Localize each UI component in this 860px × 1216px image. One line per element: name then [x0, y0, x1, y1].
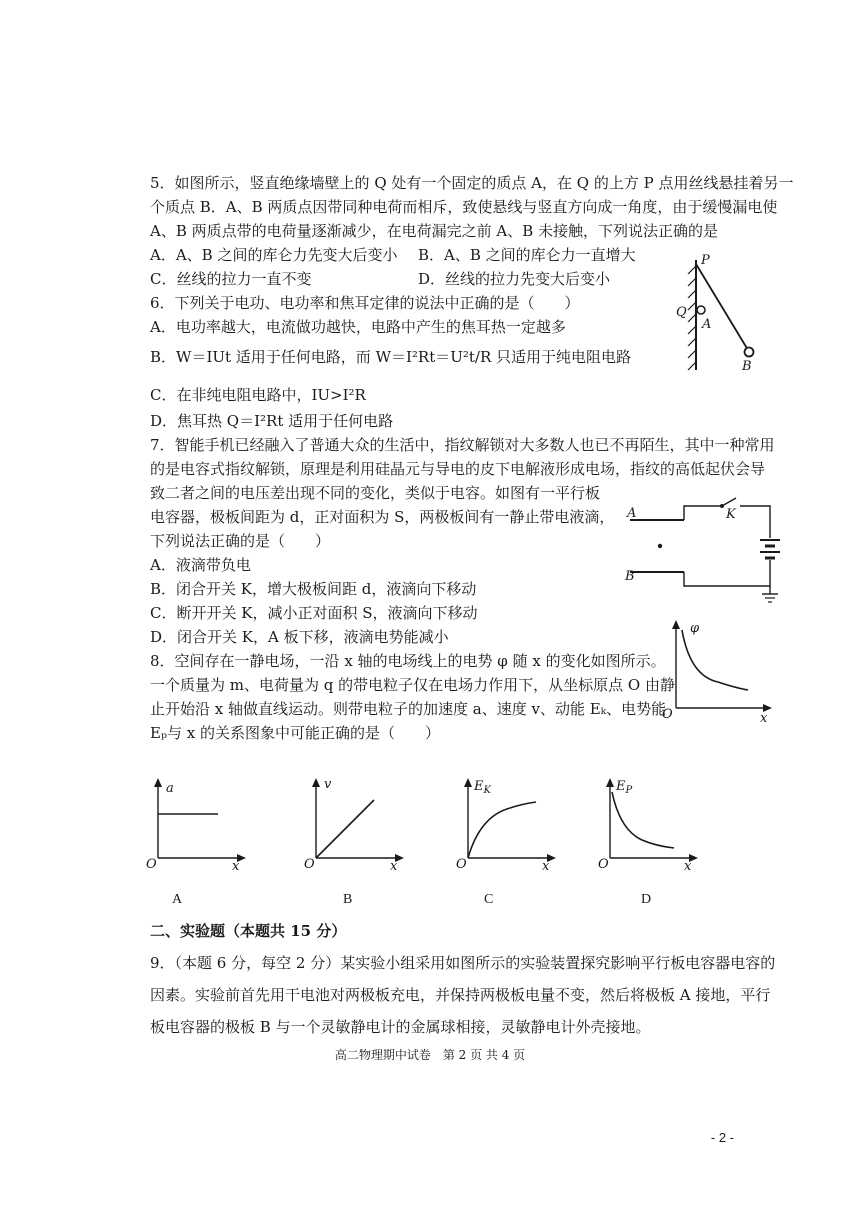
origin-o: O [146, 857, 157, 870]
q5-option-c: C．丝线的拉力一直不变 [150, 270, 312, 288]
q6-option-c: C．在非纯电阻电路中，IU>I²R [150, 386, 366, 404]
q7-stem-line-3: 致二者之间的电压差出现不同的变化，类似于电容。如图有一平行板 [150, 484, 601, 502]
capacitor-circuit-figure [622, 490, 782, 610]
graph-c [452, 770, 562, 870]
label-plate-a: A [627, 506, 637, 521]
axis-ep-sub: P [625, 785, 633, 796]
q5-stem-line-2: 个质点 B．A、B 两质点因带同种电荷而相斥，致使悬线与竖直方向成一角度，由于缓慢漏电使 [150, 198, 778, 216]
q7-stem-line-5: 下列说法正确的是（ ） [150, 532, 331, 550]
origin-o: O [662, 707, 673, 722]
q5-stem-line-1: 5．如图所示，竖直绝缘墙壁上的 Q 处有一个固定的质点 A，在 Q 的上方 P 点用丝线悬挂着另一 [150, 174, 794, 192]
wall-pendulum-figure [668, 252, 778, 382]
q8-stem-line-3: 止开始沿 x 轴做直线运动。则带电粒子的加速度 a、速度 v、动能 Eₖ、电势能 [150, 700, 667, 718]
origin-o: O [598, 857, 609, 870]
axis-phi: φ [690, 621, 700, 636]
axis-a: a [166, 781, 174, 796]
graph-b [300, 770, 410, 870]
q9-stem-line-1: 9．（本题 6 分，每空 2 分）某实验小组采用如图所示的实验装置探究影响平行板电容器电容的 [150, 954, 776, 972]
q6-option-b: B．W＝IUt 适用于任何电路，而 W＝I²Rt＝U²t/R 只适用于纯电阻电路 [150, 348, 632, 366]
graph-d [594, 770, 704, 870]
graph-a [142, 770, 252, 870]
origin-o: O [456, 857, 467, 870]
q7-stem-line-4: 电容器，极板间距为 d，正对面积为 S，两极板间有一静止带电液滴， [150, 508, 615, 526]
axis-x: x [232, 859, 240, 870]
q6-option-a: A．电功率越大，电流做功越快，电路中产生的焦耳热一定越多 [150, 318, 566, 336]
label-switch-k: K [726, 507, 736, 522]
label-a: A [702, 317, 712, 332]
q7-option-c: C．断开开关 K，减小正对面积 S，液滴向下移动 [150, 604, 478, 622]
axis-x: x [390, 859, 398, 870]
axis-ep-main: E [616, 779, 626, 794]
axis-v: v [324, 777, 332, 792]
label-q: Q [676, 305, 687, 320]
label-b: B [742, 359, 752, 374]
page-number: - 2 - [710, 1130, 734, 1145]
axis-x: x [760, 711, 768, 724]
q8-stem-line-1: 8．空间存在一静电场，一沿 x 轴的电场线上的电势 φ 随 x 的变化如图所示。 [150, 652, 666, 670]
q7-option-a: A．液滴带负电 [150, 556, 251, 574]
origin-o: O [304, 857, 315, 870]
q5-option-b: B．A、B 之间的库仑力一直增大 [418, 246, 636, 264]
q7-option-b: B．闭合开关 K，增大极板间距 d，液滴向下移动 [150, 580, 477, 598]
phi-x-graph [660, 612, 780, 724]
graph-label-b: B [343, 892, 353, 907]
q9-stem-line-3: 板电容器的极板 B 与一个灵敏静电计的金属球相接，灵敏静电计外壳接地。 [150, 1018, 651, 1036]
q9-stem-line-2: 因素。实验前首先用干电池对两极板充电，并保持两极板电量不变，然后将极板 A 接地，平行 [150, 986, 771, 1004]
section-experiment-title: 二、实验题（本题共 15 分） [150, 922, 347, 940]
graph-label-d: D [641, 892, 652, 907]
q6-stem: 6．下列关于电功、电功率和焦耳定律的说法中正确的是（ ） [150, 294, 580, 312]
q5-option-a: A．A、B 之间的库仑力先变大后变小 [150, 246, 398, 264]
graph-label-c: C [484, 892, 494, 907]
q7-stem-line-2: 的是电容式指纹解锁，原理是利用硅晶元与导电的皮下电解液形成电场，指纹的高低起伏会导 [150, 460, 766, 478]
axis-x: x [684, 859, 692, 870]
axis-ek-main: E [474, 779, 484, 794]
axis-ep [615, 779, 633, 796]
axis-x: x [542, 859, 550, 870]
q5-option-d: D．丝线的拉力先变大后变小 [418, 270, 611, 288]
graph-label-a: A [172, 892, 183, 907]
label-plate-b: B [625, 569, 635, 584]
q7-option-d: D．闭合开关 K，A 板下移，液滴电势能减小 [150, 628, 449, 646]
q7-stem-line-1: 7．智能手机已经融入了普通大众的生活中，指纹解锁对大多数人也已不再陌生，其中一种常用 [150, 436, 775, 454]
label-p: P [701, 253, 710, 268]
q6-option-d: D．焦耳热 Q＝I²Rt 适用于任何电路 [150, 412, 394, 430]
q8-stem-line-2: 一个质量为 m、电荷量为 q 的带电粒子仅在电场力作用下，从坐标原点 O 由静 [150, 676, 675, 694]
q5-stem-line-3: A、B 两质点带的电荷量逐渐减少，在电荷漏完之前 A、B 未接触，下列说法正确的是 [150, 222, 719, 240]
axis-ek [473, 779, 492, 796]
axis-ek-sub: K [483, 785, 491, 796]
q8-stem-line-4: Eₚ与 x 的关系图象中可能正确的是（ ） [150, 724, 440, 742]
page-footer: 高二物理期中试卷 第 2 页 共 4 页 [334, 1048, 526, 1062]
